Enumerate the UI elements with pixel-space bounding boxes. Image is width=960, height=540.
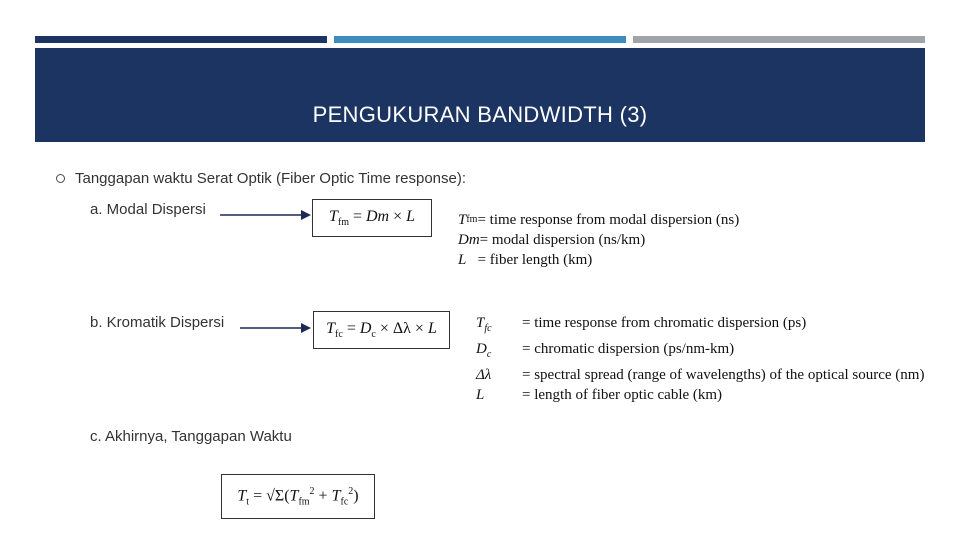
definition-row: Δλ = spectral spread (range of wavelengths) of the optical source (nm) (476, 367, 925, 383)
accent-bar-blue (334, 36, 626, 43)
chromatic-definitions (476, 313, 924, 405)
main-bullet (56, 170, 466, 187)
modal-definitions (458, 210, 739, 270)
slide-title: PENGUKURAN BANDWIDTH (3) (312, 102, 648, 127)
bullet-text: Tanggapan waktu Serat Optik (Fiber Optic Time response): (75, 170, 467, 187)
modal-dispersion-label: a. Modal Dispersi (90, 201, 206, 218)
definition-row: Dm = modal dispersion (ns/km) (458, 232, 646, 248)
arrow-icon (220, 208, 312, 222)
definition-row: L = length of fiber optic cable (km) (476, 387, 723, 403)
chromatic-formula-box (313, 311, 450, 349)
accent-bar-navy (35, 36, 327, 43)
total-formula: $T_t = √\Sigma(T_{fm}^2 + T_{fc}^2)$ (237, 485, 359, 508)
accent-bar-gray (633, 36, 925, 43)
arrow-icon (240, 321, 312, 335)
modal-formula: $T_{fm} = Dm \times L$ (328, 207, 416, 229)
definition-row: T fm = time response from modal dispersion (ns) (458, 212, 740, 228)
total-response-label: c. Akhirnya, Tanggapan Waktu (90, 428, 292, 445)
definition-row: $T_{fc}$ = time response from chromatic dispersion (ps) (476, 315, 807, 334)
chromatic-formula: $T_{fc} = D_c \times \Delta\lambda \times L$ (326, 319, 437, 341)
total-formula-box (221, 474, 375, 519)
circle-bullet-icon (56, 174, 65, 183)
chromatic-dispersion-label: b. Kromatik Dispersi (90, 314, 225, 331)
definition-row: L = fiber length (km) (458, 252, 593, 268)
modal-formula-box (312, 199, 432, 237)
definition-row: $D_c$ = chromatic dispersion (ps/nm-km) (476, 341, 735, 360)
